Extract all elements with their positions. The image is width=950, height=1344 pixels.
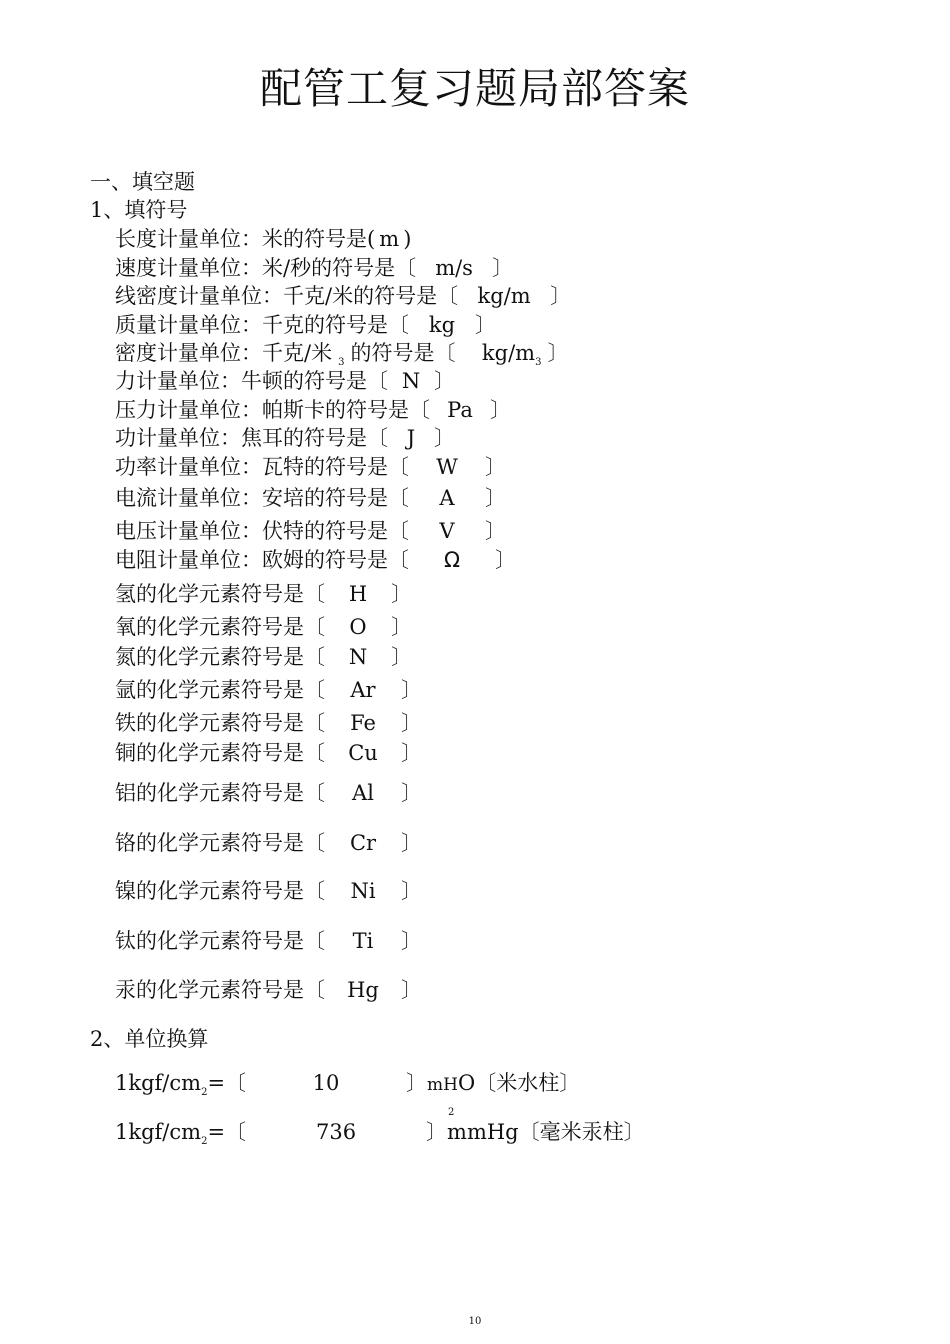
unit-tail: O〔米水柱〕 [458,1071,581,1095]
question-text: 电阻计量单位：欧姆的符号是〔 [115,548,409,572]
answer: Hg [347,978,379,1002]
answer: H [348,582,368,606]
superscript: 3 [338,357,345,369]
question-text: 质量计量单位：千克的符号是〔 [115,313,409,337]
answer: $kg/m_3$ [481,341,542,369]
close-bracket: 〕 [401,831,422,855]
conversion-row-water-column [115,1071,581,1118]
unit-item-linear-density [115,286,571,307]
question-text: 铬的化学元素符号是〔 [115,831,325,855]
close-bracket: 〕 [401,741,422,765]
element-item-oxygen [115,617,412,638]
question-text: 功计量单位：焦耳的符号是〔 [115,426,388,450]
close-bracket: 〕 [550,284,572,308]
section-heading-fill-blank: 一、填空题 [90,170,195,194]
subscript: 2 [448,1107,455,1118]
superscript: 2 [201,1087,208,1099]
answer: O [349,615,367,639]
close-bracket: 〕 [391,615,412,639]
element-item-nickel [115,881,422,902]
conversion-lhs: 1kgf/cm [115,1120,202,1144]
close-bracket: 〕 [391,582,412,606]
answer: kg [428,313,456,337]
close-bracket: 〕 [434,369,455,393]
answer: Ti [352,929,374,953]
question-text: 汞的化学元素符号是〔 [115,978,325,1002]
conversion-lhs: 1kgf/cm [115,1071,202,1095]
close-bracket: 〕 [401,879,422,903]
question-text: 氮的化学元素符号是〔 [115,645,325,669]
question-text: 速度计量单位：米/秒的符号是〔 [115,256,417,280]
close-bracket: 〕 [492,256,514,280]
page-number: 10 [468,1316,482,1327]
equals-open: =〔 [207,1071,247,1095]
element-item-argon [115,680,422,701]
element-item-mercury [115,980,422,1001]
unit-text: mmHg〔毫米汞柱〕 [447,1120,645,1144]
element-item-aluminium [115,783,422,804]
element-item-nitrogen [115,647,412,668]
answer: kg/m [477,284,531,308]
superscript: 2 [201,1136,208,1148]
close-bracket: 〕 [434,426,455,450]
element-item-iron [115,713,422,734]
element-item-copper [115,743,422,764]
equals-open: =〔 [207,1120,247,1144]
answer: m/s [435,256,473,280]
answer: m [379,227,400,251]
close-bracket: 〕 [485,486,506,510]
close-bracket: 〕 [401,978,422,1002]
close-bracket: 〕 [401,929,422,953]
answer: Cu [348,741,378,765]
close-bracket: 〕 [485,519,506,543]
question-text: 钛的化学元素符号是〔 [115,929,325,953]
unit-text: mH [427,1075,458,1095]
answer: A [439,486,455,510]
question-text: 铝的化学元素符号是〔 [115,781,325,805]
question-text: 力计量单位：牛顿的符号是〔 [115,369,388,393]
close-bracket: 〕 [401,678,422,702]
question-text-tail: 的符号是〔 [350,341,456,365]
answer: N [348,645,368,669]
answer: Ar [350,678,376,702]
unit-item-power [115,457,506,478]
question-text: 铜的化学元素符号是〔 [115,741,325,765]
question-text: 线密度计量单位：千克/米的符号是〔 [115,284,459,308]
unit-item-resistance [115,550,516,571]
answer: 10 [312,1071,340,1095]
question-text: 密度计量单位：千克/米 [115,341,333,365]
close-bracket: 〕 [401,781,422,805]
answer: V [439,519,455,543]
close-bracket: 〕 [426,1120,448,1144]
element-item-titanium [115,931,422,952]
element-item-hydrogen [115,584,412,605]
unit-item-speed [115,258,513,279]
element-item-chromium [115,833,422,854]
unit-item-density [115,343,568,368]
unit-item-mass [115,315,496,336]
question-text: 氩的化学元素符号是〔 [115,678,325,702]
answer: Cr [349,831,377,855]
answer: J [406,426,416,450]
unit-item-work [115,428,455,449]
close-bracket: 〕 [490,398,511,422]
answer: N [401,369,421,393]
question-text: 铁的化学元素符号是〔 [115,711,325,735]
question-text: 压力计量单位：帕斯卡的符号是〔 [115,398,430,422]
close-bracket: 〕 [495,548,516,572]
close-bracket: 〕 [485,455,506,479]
conversion-row-mercury-column [115,1122,645,1147]
unit-item-pressure [115,400,511,421]
answer: Ni [350,879,376,903]
close-bracket: 〕 [406,1071,428,1095]
unit-item-length [115,229,411,250]
answer: Al [352,781,374,805]
answer: Ω [443,548,461,572]
unit-item-current [115,488,506,509]
question-text: 长度计量单位：米的符号是( [115,227,376,251]
page-title: 配管工复习题局部答案 [259,64,690,113]
question-text: 氢的化学元素符号是〔 [115,582,325,606]
answer: W [436,455,458,479]
close-bracket: 〕 [547,341,569,365]
sub-heading-symbols: 1、填符号 [90,198,188,222]
question-text: 氧的化学元素符号是〔 [115,615,325,639]
unit-item-voltage [115,521,506,542]
unit-item-force [115,371,455,392]
question-text: 镍的化学元素符号是〔 [115,879,325,903]
answer: Fe [350,711,376,735]
question-text: 功率计量单位：瓦特的符号是〔 [115,455,409,479]
question-text: 电压计量单位：伏特的符号是〔 [115,519,409,543]
question-text: 电流计量单位：安培的符号是〔 [115,486,409,510]
section-heading-unit-conversion: 2、单位换算 [90,1027,209,1051]
close-bracket: 〕 [391,645,412,669]
answer: 736 [316,1120,357,1144]
answer: Pa [447,398,473,422]
close-bracket: 〕 [401,711,422,735]
close-bracket: ) [403,227,412,251]
close-bracket: 〕 [475,313,496,337]
